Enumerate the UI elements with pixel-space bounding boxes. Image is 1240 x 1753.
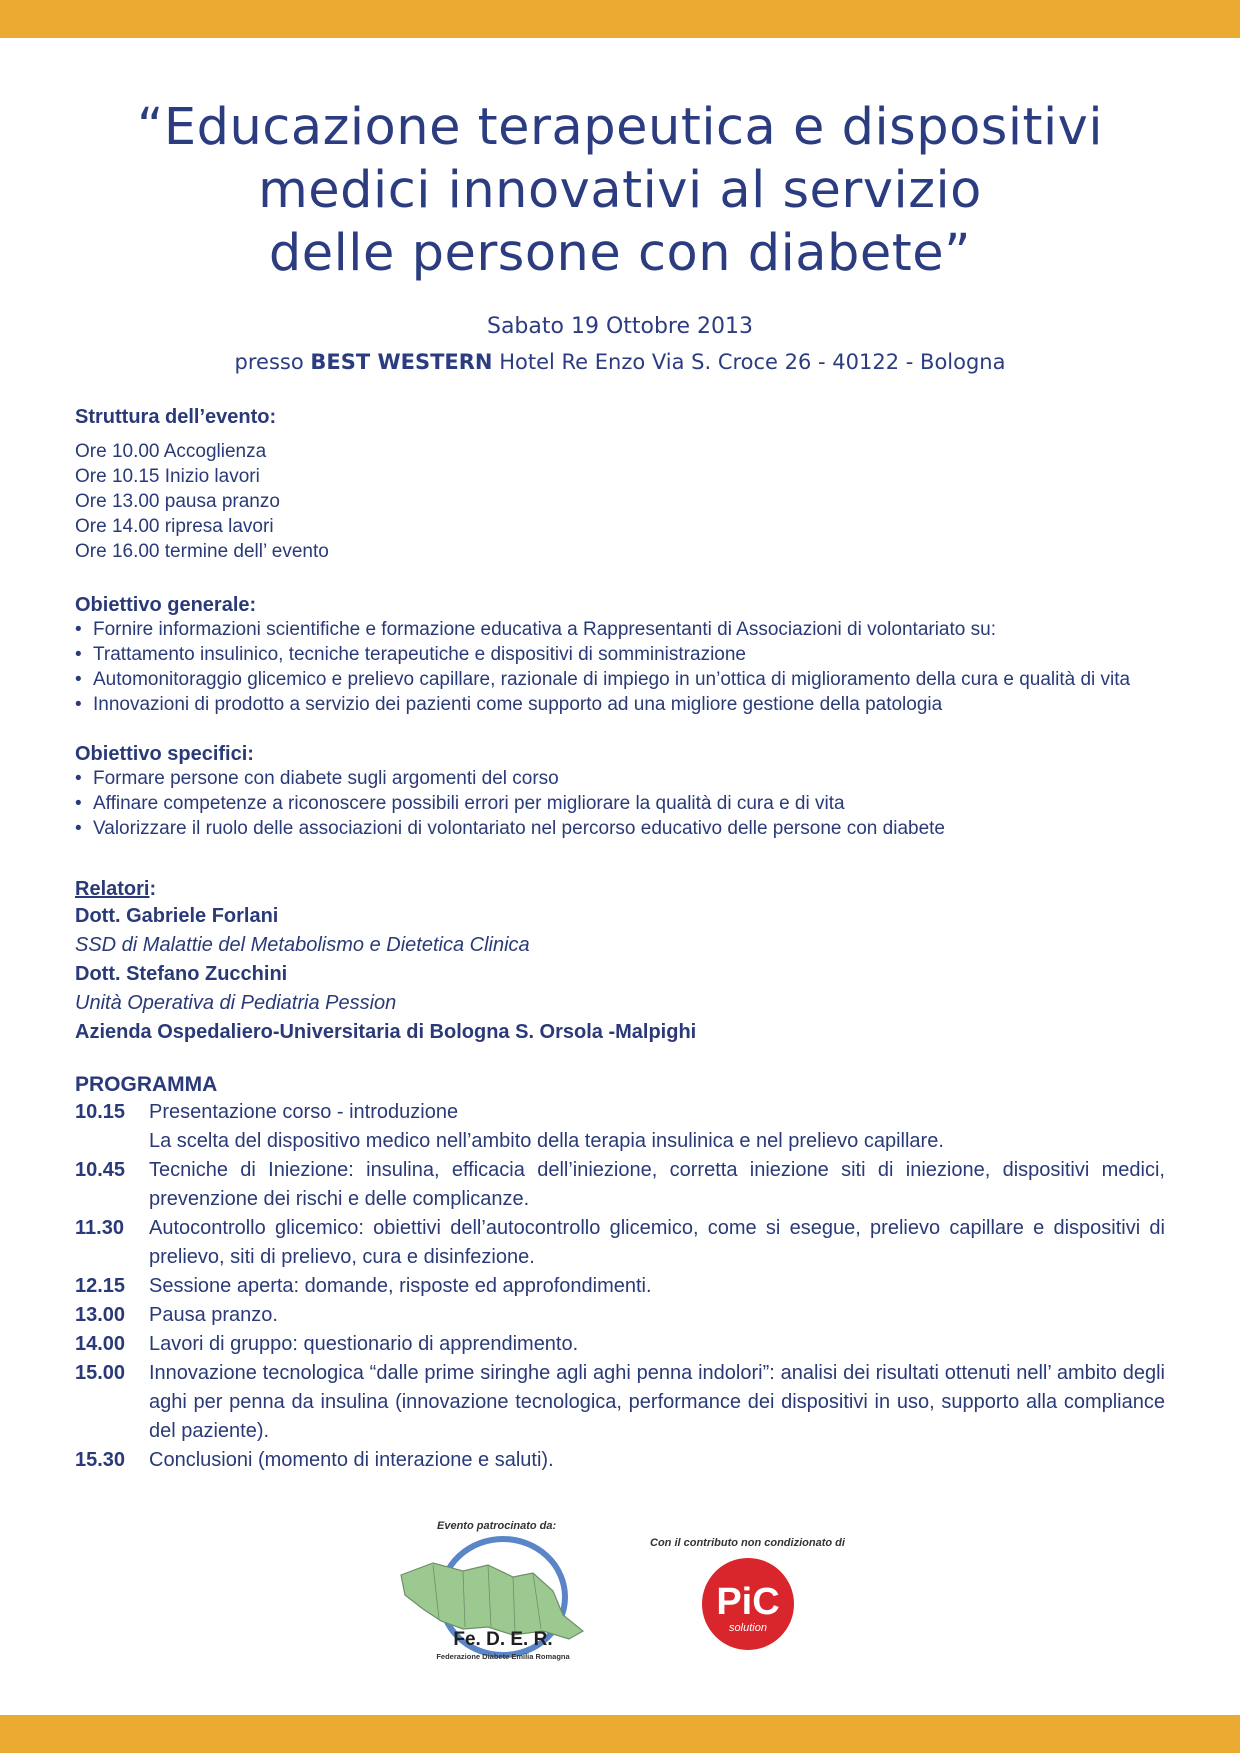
pic-logo-text: PiC [716, 1581, 780, 1623]
relatori-section [75, 876, 1165, 1047]
program-time: 11.30 [75, 1217, 124, 1239]
program-row [75, 1156, 1165, 1214]
relatori-colon: : [149, 878, 157, 900]
speaker-name: Dott. Stefano Zucchini [75, 963, 288, 985]
program-text: Conclusioni (momento di interazione e saluti). [149, 1449, 554, 1471]
program-row [75, 1214, 1165, 1272]
feder-logo [393, 1535, 603, 1670]
contributo-label: Con il contributo non condizionato di [650, 1537, 845, 1549]
obiettivo-generale-section [75, 594, 1165, 717]
speaker-affiliation: Unità Operativa di Pediatria Pession [75, 992, 397, 1014]
program-time [75, 1127, 149, 1156]
schedule-line: Ore 10.15 Inizio lavori [75, 466, 260, 487]
program-row [75, 1098, 1165, 1127]
speaker-affiliation: SSD di Malattie del Metabolismo e Dietetica Clinica [75, 934, 530, 956]
program-row [75, 1330, 1165, 1359]
obiettivo-specifici-heading: Obiettivo specifici: [75, 743, 254, 765]
program-time: 10.45 [75, 1159, 126, 1181]
program-time: 15.30 [75, 1449, 126, 1471]
venue-prefix: presso [234, 350, 311, 374]
program-text: Sessione aperta: domande, risposte ed approfondimenti. [149, 1275, 652, 1297]
program-time: 14.00 [75, 1333, 126, 1355]
venue-hotel-brand: BEST WESTERN [310, 350, 493, 374]
schedule-line: Ore 14.00 ripresa lavori [75, 516, 274, 537]
bullet-item: • Formare persone con diabete sugli argomenti del corso [75, 766, 1165, 791]
speaker-name: Dott. Gabriele Forlani [75, 905, 279, 927]
program-text: Presentazione corso - introduzione [149, 1101, 459, 1123]
obiettivo-generale-list [75, 617, 1165, 717]
bullet-item: • Trattamento insulinico, tecniche terapeutiche e dispositivi di somministrazione [75, 642, 1165, 667]
pic-logo [700, 1556, 796, 1652]
struttura-heading: Struttura dell’evento: [75, 406, 277, 428]
bullet-item: • Valorizzare il ruolo delle associazioni di volontariato nel percorso educativo delle persone con diabete [75, 816, 1165, 841]
program-row [75, 1301, 1165, 1330]
top-color-bar [0, 0, 1240, 38]
program-text: Innovazione tecnologica “dalle prime siringhe agli aghi penna indolori”: analisi dei risultati ottenuti nell’ ambito degli aghi per penna da insulina (innovazione tecnologica, performance dei dispositivi in uso, supporto alla compliance del paziente). [149, 1362, 1165, 1442]
schedule-list [75, 439, 1165, 564]
program-time: 10.15 [75, 1101, 126, 1123]
bottom-color-bar [0, 1715, 1240, 1753]
program-text: Tecniche di Iniezione: insulina, efficacia dell’iniezione, corretta iniezione siti di iniezione, dispositivi medici, prevenzione dei rischi e delle complicanze. [149, 1159, 1165, 1210]
relatori-label: Relatori [75, 878, 150, 900]
program-row [75, 1127, 1165, 1156]
bullet-item: • Innovazioni di prodotto a servizio dei pazienti come supporto ad una migliore gestione della patologia [75, 692, 1165, 717]
program-time: 13.00 [75, 1304, 126, 1326]
program-time: 12.15 [75, 1275, 126, 1297]
program-row [75, 1272, 1165, 1301]
title-line-2: medici innovativi al servizio [258, 161, 982, 220]
bullet-item: • Affinare competenze a riconoscere possibili errori per migliorare la qualità di cura e di vita [75, 791, 1165, 816]
emilia-romagna-map [401, 1563, 583, 1639]
schedule-line: Ore 13.00 pausa pranzo [75, 491, 280, 512]
institution-name: Azienda Ospedaliero-Universitaria di Bologna S. Orsola -Malpighi [75, 1021, 697, 1043]
obiettivo-specifici-list [75, 766, 1165, 841]
program-row [75, 1359, 1165, 1446]
program-row [75, 1446, 1165, 1475]
event-venue [0, 350, 1240, 374]
program-time: 15.00 [75, 1362, 126, 1384]
pic-logo-subtext: solution [729, 1622, 767, 1634]
programma-section [75, 1072, 1165, 1475]
event-date: Sabato 19 Ottobre 2013 [486, 314, 754, 339]
obiettivo-specifici-section [75, 743, 1165, 841]
title-line-3: delle persone con diabete” [268, 224, 972, 283]
feder-logo-subtext: Federazione Diabete Emilia Romagna [436, 1652, 570, 1661]
relatori-heading [75, 876, 1165, 902]
program-text: Pausa pranzo. [149, 1304, 278, 1326]
patrocinio-label: Evento patrocinato da: [437, 1520, 557, 1532]
bullet-item: • Automonitoraggio glicemico e prelievo capillare, razionale di impiego in un’ottica di miglioramento della cura e qualità di vita [75, 667, 1165, 692]
feder-logo-text: Fe. D. E. R. [453, 1629, 553, 1650]
struttura-section [75, 406, 1165, 564]
schedule-line: Ore 10.00 Accoglienza [75, 441, 267, 462]
event-title [60, 96, 1180, 285]
bullet-item: • Fornire informazioni scientifiche e formazione educativa a Rappresentanti di Associazioni di volontariato su: [75, 617, 1165, 642]
program-text: Lavori di gruppo: questionario di apprendimento. [149, 1333, 579, 1355]
program-text: Autocontrollo glicemico: obiettivi dell’autocontrollo glicemico, come si esegue, prelievo capillare e dispositivi di prelievo, siti di prelievo, cura e disinfezione. [149, 1217, 1165, 1268]
programma-heading: PROGRAMMA [75, 1073, 218, 1096]
obiettivo-generale-heading: Obiettivo generale: [75, 594, 257, 616]
schedule-line: Ore 16.00 termine dell’ evento [75, 541, 329, 562]
title-line-1: “Educazione terapeutica e dispositivi [136, 98, 1104, 157]
program-text: La scelta del dispositivo medico nell’ambito della terapia insulinica e nel prelievo capillare. [149, 1130, 944, 1152]
venue-address: Hotel Re Enzo Via S. Croce 26 - 40122 - Bologna [492, 350, 1006, 374]
